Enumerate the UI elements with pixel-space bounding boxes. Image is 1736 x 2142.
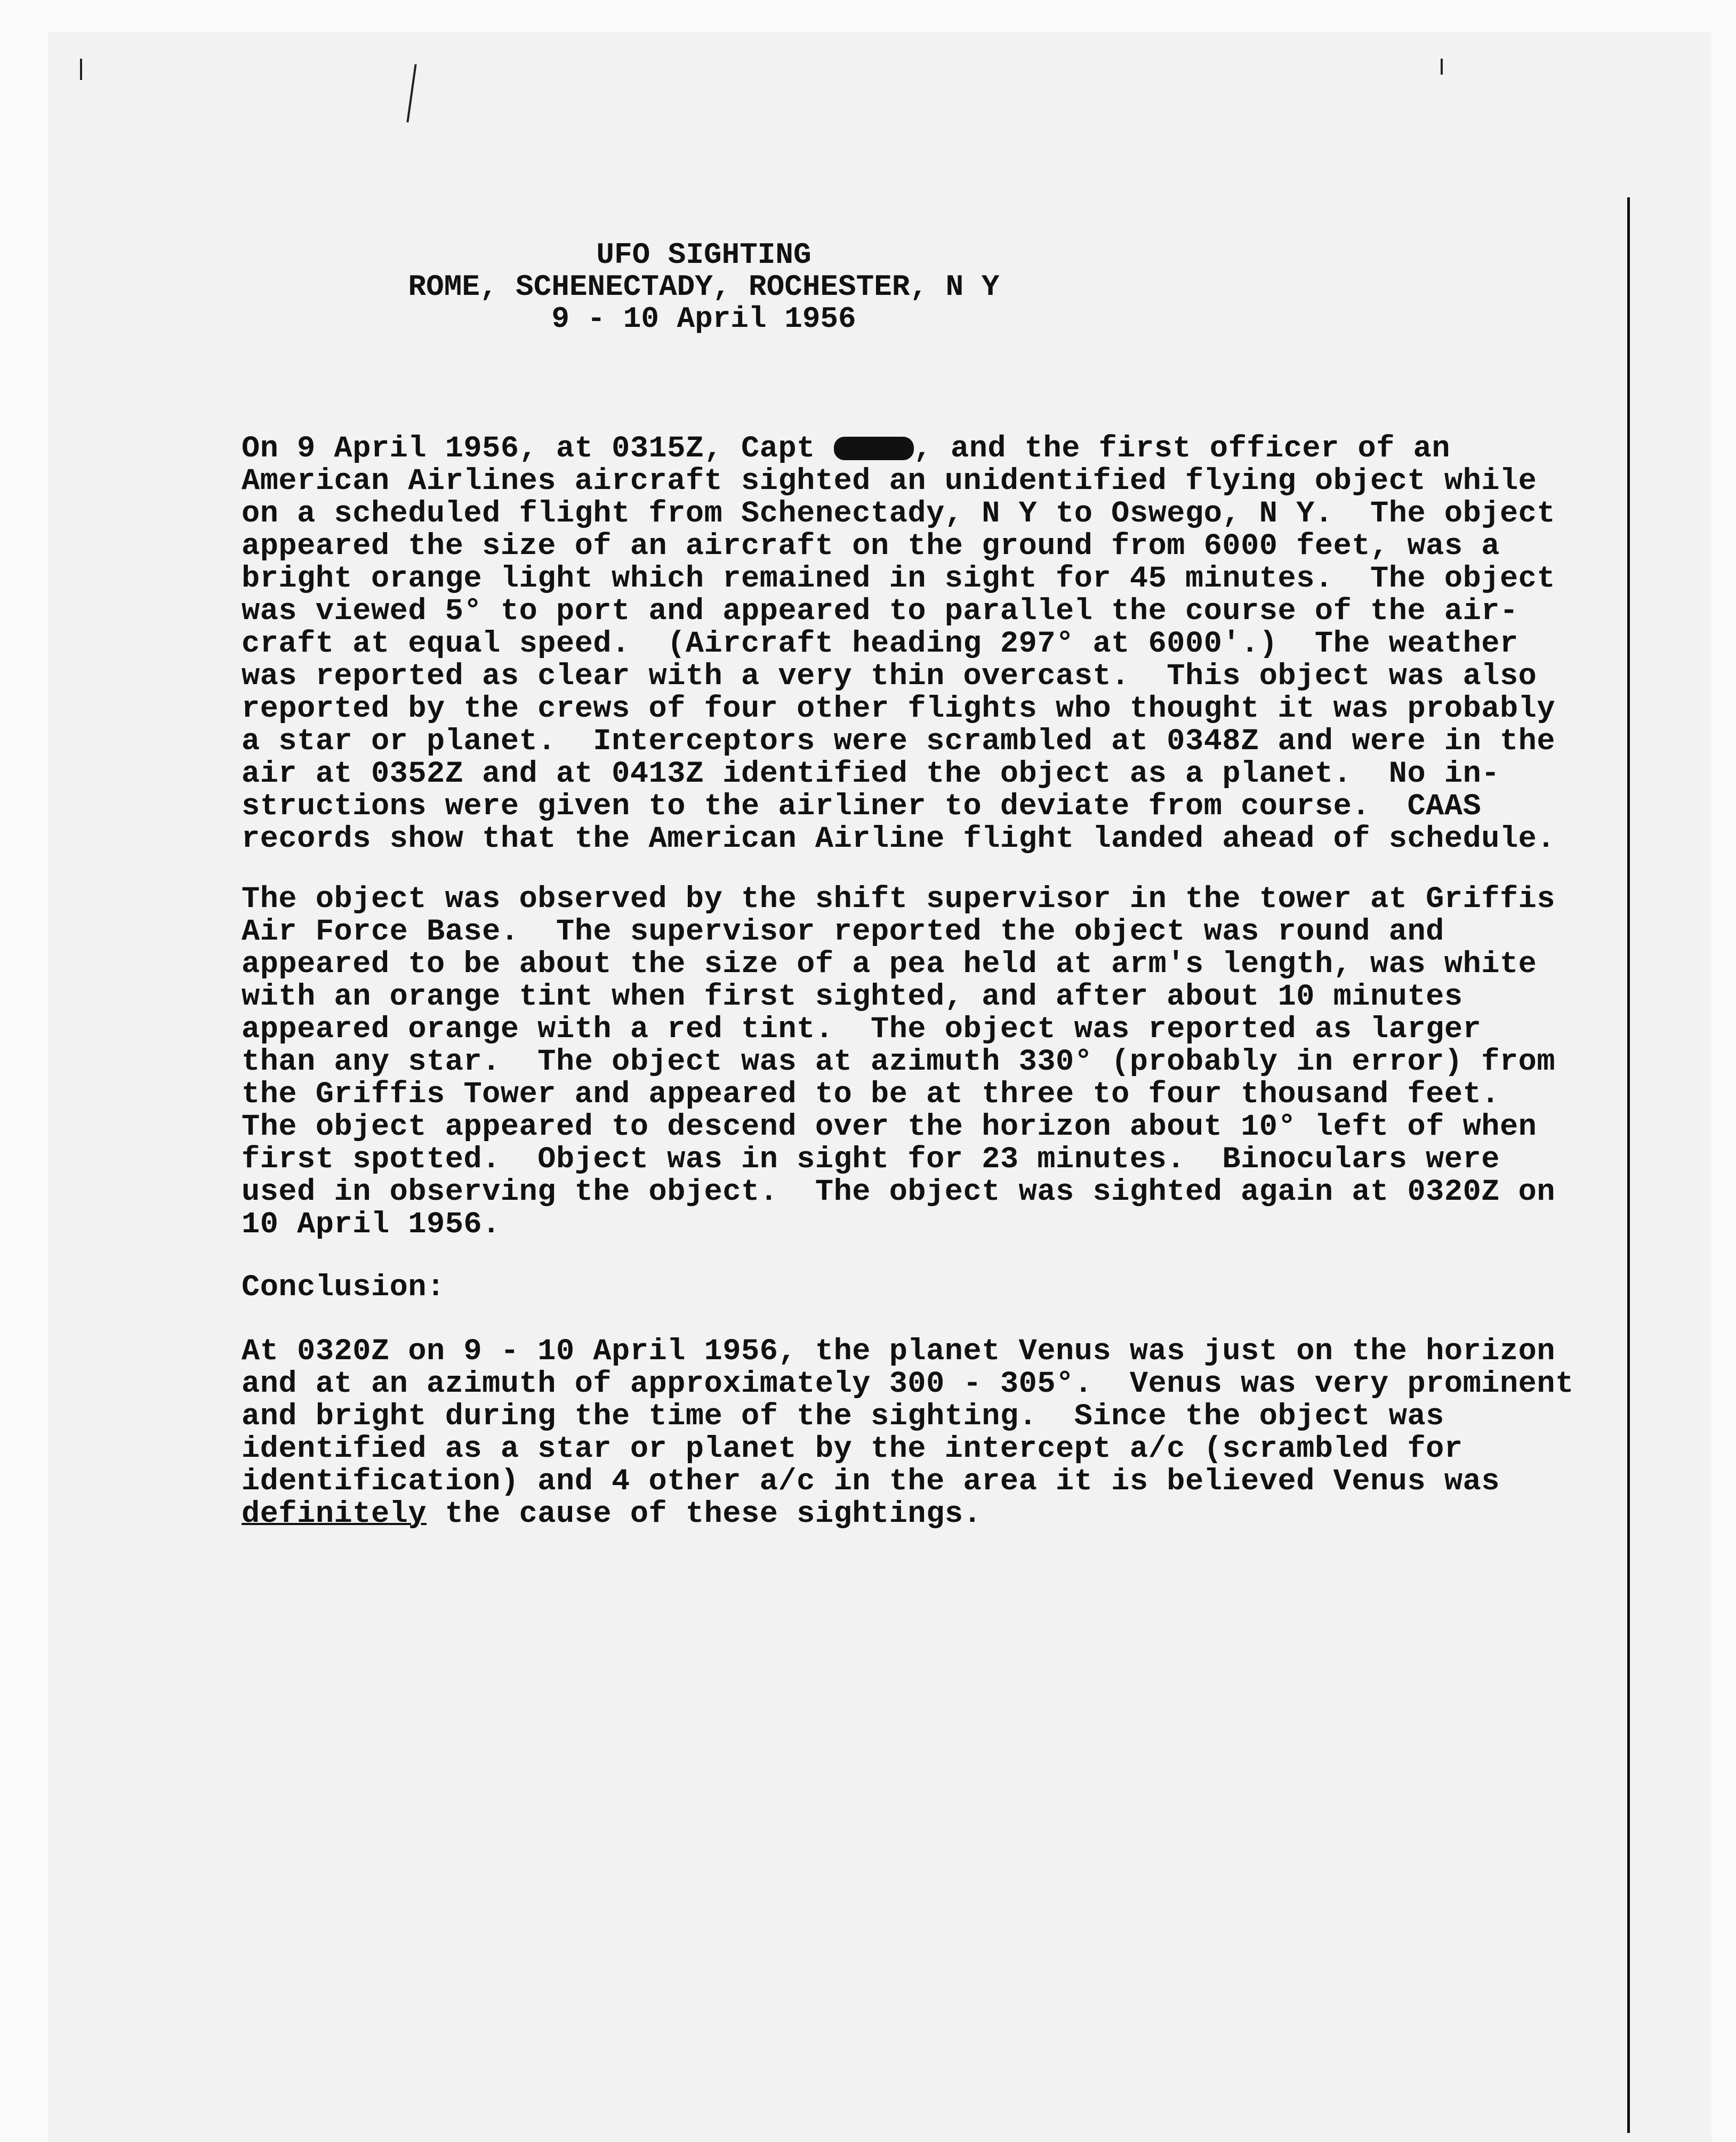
text-line: structions were given to the airliner to deviate from course. CAAS — [242, 790, 1482, 824]
text-line: The object was observed by the shift supervisor in the tower at Griffis — [242, 883, 1556, 917]
text-line: air at 0352Z and at 0413Z identified the object as a planet. No in- — [242, 757, 1500, 791]
text-line: 10 April 1956. — [242, 1208, 501, 1242]
text-line: American Airlines aircraft sighted an unidentified flying object while — [242, 464, 1537, 499]
text-line: appeared to be about the size of a pea held at arm's length, was white — [242, 948, 1537, 982]
text-line: The object appeared to descend over the horizon about 10° left of when — [242, 1110, 1537, 1144]
text-line: bright orange light which remained in sight for 45 minutes. The object — [242, 562, 1556, 596]
paragraph-3 — [242, 1336, 1574, 1531]
text-line: the Griffis Tower and appeared to be at three to four thousand feet. — [242, 1078, 1500, 1112]
text-line: was reported as clear with a very thin overcast. This object was also — [242, 660, 1537, 694]
conclusion-heading: Conclusion: — [242, 1271, 445, 1305]
scan-mark — [1441, 59, 1443, 75]
text-line: craft at equal speed. (Aircraft heading 297° at 6000'.) The weather — [242, 627, 1518, 661]
text-line: with an orange tint when first sighted, and after about 10 minutes — [242, 980, 1463, 1014]
paragraph-1-lines — [242, 466, 1555, 856]
text-line: At 0320Z on 9 - 10 April 1956, the planet Venus was just on the horizon — [242, 1335, 1556, 1369]
text-line — [242, 433, 1555, 466]
text-line: appeared orange with a red tint. The object was reported as larger — [242, 1013, 1482, 1047]
text-line: identification) and 4 other a/c in the area it is believed Venus was — [242, 1465, 1500, 1499]
paragraph-2 — [242, 884, 1555, 1241]
text-line: records show that the American Airline flight landed ahead of schedule. — [242, 822, 1556, 856]
title-line-2: ROME, SCHENECTADY, ROCHESTER, N Y — [408, 270, 1000, 304]
underlined-word: definitely — [242, 1497, 427, 1531]
text-line: Air Force Base. The supervisor reported the object was round and — [242, 915, 1444, 949]
text-line: and at an azimuth of approximately 300 - 305°. Venus was very prominent — [242, 1367, 1574, 1401]
text-line: was viewed 5° to port and appeared to parallel the course of the air- — [242, 595, 1518, 629]
title-line-3: 9 - 10 April 1956 — [551, 302, 856, 336]
paragraph-3-lines — [242, 1336, 1574, 1498]
text-fragment: , and the first officer of an — [913, 432, 1451, 466]
paragraph-1 — [242, 433, 1555, 856]
text-line: used in observing the object. The object was sighted again at 0320Z on — [242, 1175, 1556, 1209]
text-line: appeared the size of an aircraft on the ground from 6000 feet, was a — [242, 530, 1500, 564]
title-line-1: UFO SIGHTING — [596, 238, 811, 272]
text-line — [242, 1498, 1574, 1531]
text-fragment: the cause of these sightings. — [427, 1497, 982, 1531]
text-line: than any star. The object was at azimuth 330° (probably in error) from — [242, 1045, 1556, 1079]
page-edge-line — [1627, 197, 1630, 2133]
scan-mark — [80, 59, 82, 80]
redaction-mark — [834, 437, 914, 460]
text-line: a star or planet. Interceptors were scrambled at 0348Z and were in the — [242, 725, 1556, 759]
text-line: identified as a star or planet by the intercept a/c (scrambled for — [242, 1432, 1463, 1466]
text-fragment: On 9 April 1956, at 0315Z, Capt — [242, 432, 834, 466]
text-line: reported by the crews of four other flights who thought it was probably — [242, 692, 1556, 726]
text-line: and bright during the time of the sighting. Since the object was — [242, 1400, 1444, 1434]
text-line: first spotted. Object was in sight for 23 minutes. Binoculars were — [242, 1143, 1500, 1177]
text-line: on a scheduled flight from Schenectady, N Y to Oswego, N Y. The object — [242, 497, 1556, 531]
